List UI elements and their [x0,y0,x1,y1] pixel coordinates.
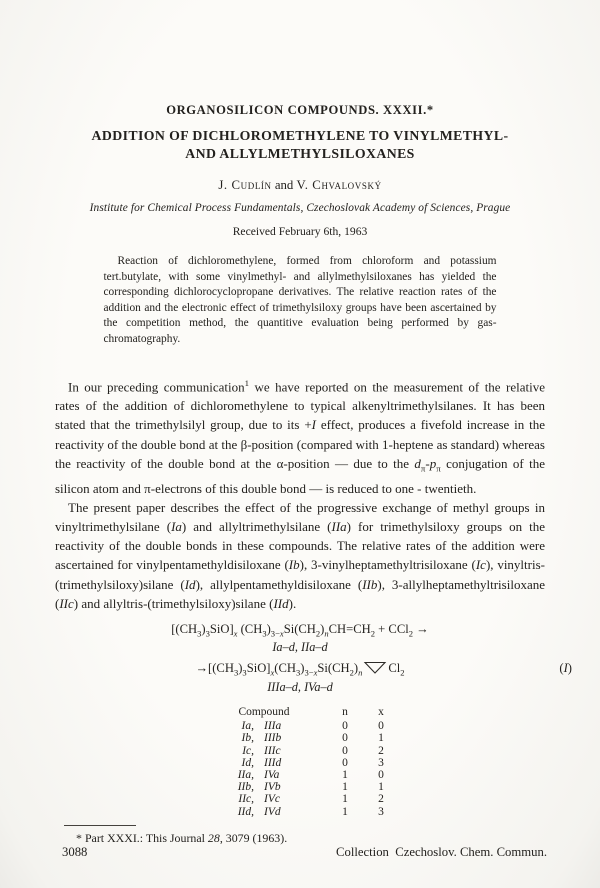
abstract: Reaction of dichloromethylene, formed from chloroform and potassium tert.butylate, with some vinylmethyl- and allylmethylsiloxanes has yielded the corresponding dichlorocyclopropane derivatives. The relative reaction rates of the addition and the electronic effect of trimethylsiloxy groups have been ascertained by the competition method, the quantitive evaluation being performed by gas-chromatography. [103,255,497,345]
row-n: 1 [342,781,348,794]
table-row [202,732,398,744]
row-compound-b: IVa [264,768,280,781]
row-compound-a: IId, [237,805,254,818]
row-compound-a: IIa, [237,768,254,781]
table-row [202,720,398,732]
author-name-2: V. Chvalovský [296,178,382,192]
row-compound-a: Ic, [242,744,254,757]
paragraph-1: In our preceding communication$^1$ we have reported on the measurement of the relative rates of the addition of dichloromethylene to typical alkenyltrimethylsilanes. It has been stated that the trimethylsilyl group, due to its +I effect, produces a fivefold increase in the reactivity of the double bond at the β-position (compared with 1-heptene as standard) whereas the reactivity of the double bond at the α-position — due to the $d_\pi-p_\pi$ conjugation of the silicon atom and π-electrons of this double bond — is reduced to one - twentieth. [55,377,545,496]
row-compound-b: IIIa [264,720,282,733]
article-title-line1: ADDITION OF DICHLOROMETHYLENE TO VINYLMETHYL- [91,128,509,143]
row-n: 1 [342,793,348,806]
row-x: 0 [378,720,384,733]
row-x: 3 [378,756,384,769]
cyclopropane-ring-icon [363,660,387,675]
equation-number: (I) [559,661,572,676]
row-compound-b: IIId [264,756,282,769]
row-x: 1 [378,732,384,745]
row-compound-b: IIIb [264,732,282,745]
equation-line-2-right: $Cl_2$ [388,661,405,678]
compound-table-header [202,706,398,720]
row-x: 1 [378,781,384,794]
author-name-1: J. Cudlín [218,178,272,192]
row-compound-a: Id, [241,756,254,769]
compound-table [202,706,398,818]
authors-line [0,178,600,193]
equation-line-1-label: Ia–d, IIa–d [272,640,328,655]
header-compound: Compound [238,705,290,718]
row-n: 0 [342,720,348,733]
row-n: 1 [342,768,348,781]
row-n: 1 [342,805,348,818]
reaction-equation [0,622,600,695]
journal-name: Collection Czechoslov. Chem. Commun. [336,845,547,859]
affiliation-line: Institute for Chemical Process Fundamentals, Czechoslovak Academy of Sciences, Prague [89,202,511,214]
article-title-line2: AND ALLYLMETHYLSILOXANES [185,145,415,161]
footnote [55,831,545,846]
table-row [202,781,398,793]
table-row [202,793,398,805]
row-x: 0 [378,768,384,781]
page-number: 3088 [62,845,88,859]
article-title [0,127,600,162]
row-compound-b: IVb [264,781,281,794]
row-x: 3 [378,805,384,818]
received-date: Received February 6th, 1963 [232,225,368,238]
article-series-title: ORGANOSILICON COMPOUNDS. XXXII.* [166,103,434,117]
equation-line-2-left: $\to[(CH_3)_3SiO]_x(CH_3)_{3-x}Si(CH_2)_n$ [195,661,363,678]
row-n: 0 [342,732,348,745]
paragraph-2: The present paper describes the effect of the progressive exchange of methyl groups in vinyltrimethylsilane (Ia) and allyltrimethylsilane (IIa) for trimethylsiloxy groups on the reactivity of the double bonds in these compounds. The relative rates of the addition were ascertained for vinylpentamethyldisiloxane (Ib), 3-vinylheptamethyltrisiloxane (Ic), vinyltris-(trimethylsiloxy)silane (Id), allylpentamethyldisiloxane (IIb), 3-allylheptamethyltrisiloxane (IIc) and allyltris-(trimethylsiloxy)silane (IId). [55,499,545,611]
row-compound-b: IIIc [264,744,281,757]
row-n: 0 [342,756,348,769]
row-n: 0 [342,744,348,757]
authors-separator: and [271,178,297,192]
table-row [202,806,398,818]
row-x: 2 [378,793,384,806]
page-footer [62,845,547,860]
equation-line-1: $[(CH_3)_3SiO]_x$ $(CH_3)_{3-x}Si(CH_2)_nCH=CH_2 + CCl_2$ → [171,621,429,639]
footnote-marker: * [76,830,82,845]
header-x: x [378,705,384,718]
footnote-text: Part XXXI.: This Journal 28, 3079 (1963). [84,830,288,845]
table-row [202,757,398,769]
table-row [202,745,398,757]
header-n: n [342,705,348,718]
equation-line-2 [0,660,600,678]
row-compound-a: IIb, [237,781,254,794]
row-compound-b: IVd [264,805,281,818]
row-compound-a: Ia, [241,720,254,733]
row-compound-a: IIc, [238,793,254,806]
row-x: 2 [378,744,384,757]
table-row [202,769,398,781]
footnote-rule [64,825,136,826]
row-compound-a: Ib, [241,732,254,745]
row-compound-b: IVc [264,793,280,806]
equation-line-2-label: IIIa–d, IVa–d [267,679,333,694]
